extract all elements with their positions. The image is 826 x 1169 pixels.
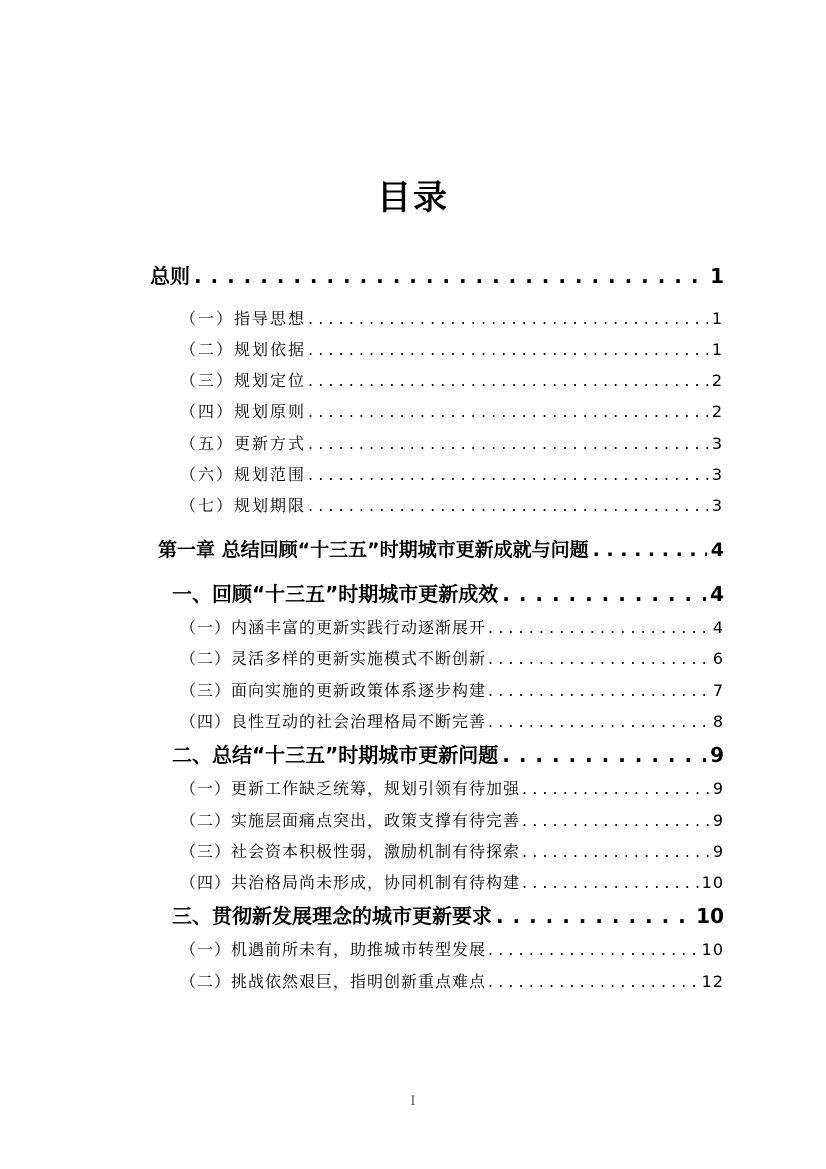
toc-entry-general-provisions[interactable] — [150, 262, 724, 290]
toc-entry-label: （一）内涵丰富的更新实践行动逐渐展开 — [180, 618, 487, 637]
toc-entry[interactable] — [180, 871, 724, 895]
toc-page-number: 4 — [712, 618, 724, 637]
toc-entry[interactable] — [180, 307, 724, 331]
toc-page-number: 6 — [712, 649, 724, 668]
dot-leader — [522, 840, 711, 864]
toc-entry[interactable] — [180, 809, 724, 833]
dot-leader — [308, 307, 710, 331]
toc-page-number: 4 — [710, 539, 724, 561]
toc-page-number: 4 — [710, 582, 724, 606]
toc-entry[interactable] — [180, 938, 724, 962]
toc-page-number: 10 — [696, 904, 724, 928]
toc-entry-label: （四）良性互动的社会治理格局不断完善 — [180, 712, 487, 731]
dot-leader — [308, 400, 710, 424]
toc-entry-label: （二）灵活多样的更新实施模式不断创新 — [180, 649, 487, 668]
toc-page-number: 3 — [711, 434, 724, 453]
toc-page-number: 9 — [712, 779, 724, 798]
toc-entry[interactable] — [180, 710, 724, 734]
toc-entry[interactable] — [180, 777, 724, 801]
dot-leader — [308, 463, 710, 487]
toc-entry-label: （三）规划定位 — [180, 371, 307, 390]
toc-entry[interactable] — [180, 400, 724, 424]
toc-page-number: 7 — [712, 681, 724, 700]
toc-entry-label: （二）挑战依然艰巨，指明创新重点难点 — [180, 972, 487, 991]
dot-leader — [593, 536, 707, 564]
toc-entry-label: （一）更新工作缺乏统筹，规划引领有待加强 — [180, 779, 521, 798]
toc-entry-label: 三、贯彻新发展理念的城市更新要求 — [172, 904, 492, 928]
toc-entry-label: 第一章 总结回顾“十三五”时期城市更新成就与问题 — [158, 539, 589, 561]
toc-entry-label: （三）社会资本积极性弱，激励机制有待探索 — [180, 842, 521, 861]
toc-entry-label: （二）规划依据 — [180, 340, 307, 359]
toc-entry[interactable] — [180, 647, 724, 671]
toc-entry[interactable] — [180, 369, 724, 393]
toc-entry-label: （七）规划期限 — [180, 496, 307, 515]
toc-page-number: 1 — [711, 309, 724, 328]
dot-leader — [308, 494, 710, 518]
toc-entry-label: 二、总结“十三五”时期城市更新问题 — [172, 743, 499, 767]
toc-page-number: 2 — [711, 371, 724, 390]
toc-entry-label: （五）更新方式 — [180, 434, 307, 453]
dot-leader — [522, 809, 711, 833]
toc-entry[interactable] — [180, 463, 724, 487]
toc-entry-label: （四）共治格局尚未形成，协同机制有待构建 — [180, 873, 521, 892]
toc-entry-label: （四）规划原则 — [180, 402, 307, 421]
toc-entry-label: 总则 — [150, 264, 190, 288]
dot-leader — [522, 777, 711, 801]
dot-leader — [488, 616, 711, 640]
toc-page-number: 8 — [712, 712, 724, 731]
toc-entry[interactable] — [180, 679, 724, 703]
toc-page-number: 12 — [701, 972, 724, 991]
footer-page-number: I — [410, 1094, 416, 1109]
toc-page-number: 1 — [710, 264, 724, 288]
toc-page-number: 3 — [711, 465, 724, 484]
dot-leader — [522, 871, 700, 895]
dot-leader — [502, 741, 706, 769]
dot-leader — [488, 710, 711, 734]
toc-entry[interactable] — [180, 840, 724, 864]
toc-page-number: 10 — [701, 940, 724, 959]
dot-leader — [496, 902, 692, 930]
toc-page-number: 1 — [711, 340, 724, 359]
toc-page-number: 9 — [712, 842, 724, 861]
dot-leader — [308, 338, 710, 362]
toc-page-number: 9 — [712, 811, 724, 830]
toc-entry-label: 一、回顾“十三五”时期城市更新成效 — [172, 582, 499, 606]
dot-leader — [488, 970, 700, 994]
toc-entry[interactable] — [180, 616, 724, 640]
dot-leader — [308, 369, 710, 393]
dot-leader — [488, 938, 700, 962]
toc-entry-label: （一）机遇前所未有，助推城市转型发展 — [180, 940, 487, 959]
toc-entry-section[interactable] — [172, 580, 724, 608]
toc-entry-section[interactable] — [172, 902, 724, 930]
dot-leader — [488, 647, 711, 671]
toc-entry-label: （六）规划范围 — [180, 465, 307, 484]
dot-leader — [194, 262, 706, 290]
dot-leader — [308, 432, 710, 456]
toc-page-number: 9 — [710, 743, 724, 767]
toc-entry[interactable] — [180, 432, 724, 456]
dot-leader — [488, 679, 711, 703]
dot-leader — [502, 580, 706, 608]
toc-entry-label: （三）面向实施的更新政策体系逐步构建 — [180, 681, 487, 700]
toc-entry-label: （二）实施层面痛点突出，政策支撑有待完善 — [180, 811, 521, 830]
page-title: 目录 — [377, 178, 449, 218]
toc-page-number: 2 — [711, 402, 724, 421]
toc-entry-section[interactable] — [172, 741, 724, 769]
toc-entry[interactable] — [180, 970, 724, 994]
toc-page-number: 3 — [711, 496, 724, 515]
toc-entry-label: （一）指导思想 — [180, 309, 307, 328]
toc-entry[interactable] — [180, 338, 724, 362]
toc-page-number: 10 — [701, 873, 724, 892]
toc-entry[interactable] — [180, 494, 724, 518]
toc-entry-chapter-1[interactable] — [158, 536, 724, 564]
